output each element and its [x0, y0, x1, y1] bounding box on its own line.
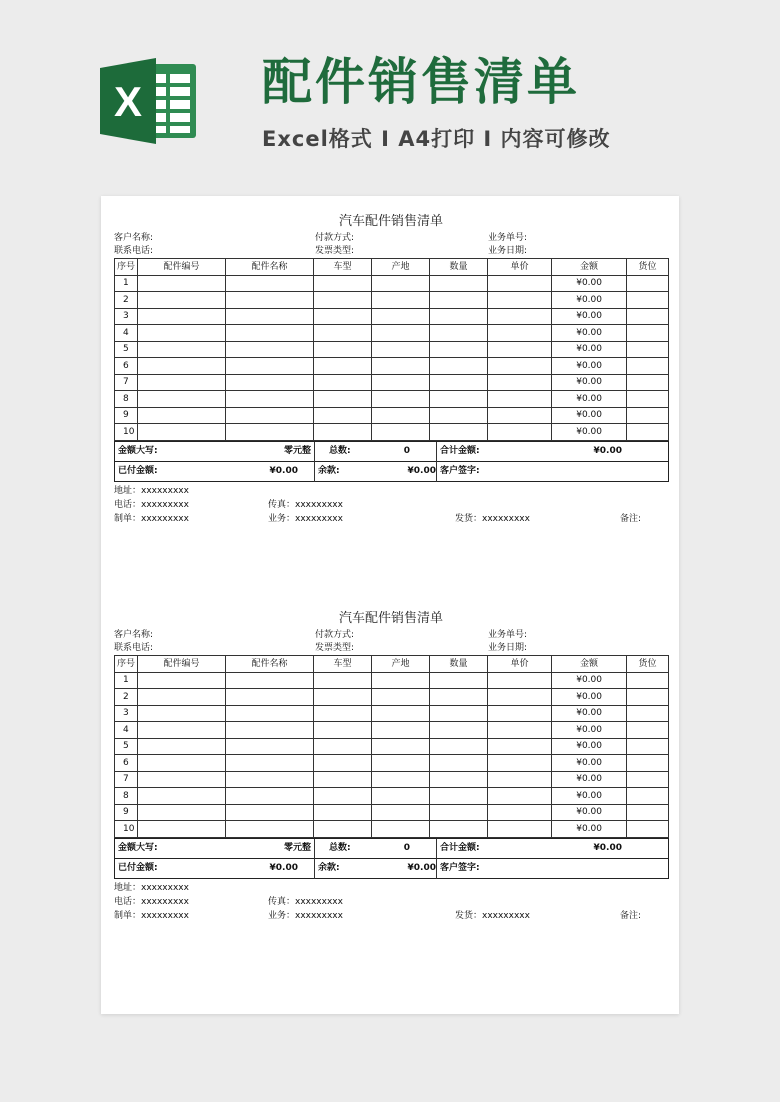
col-header: 配件名称	[226, 656, 314, 673]
empty-cell	[372, 788, 430, 805]
empty-cell	[430, 424, 488, 441]
invoice-type-label: 发票类型:	[315, 643, 355, 653]
empty-cell	[627, 325, 669, 342]
footer-row	[114, 881, 668, 895]
empty-cell	[430, 705, 488, 722]
empty-cell	[372, 407, 430, 424]
business-text: 业务：xxxxxxxxx	[268, 910, 343, 921]
table-row	[115, 755, 669, 772]
empty-cell	[226, 722, 314, 739]
row-number-cell: 1	[115, 275, 138, 292]
table-row	[115, 689, 669, 706]
empty-cell	[226, 308, 314, 325]
empty-cell	[627, 738, 669, 755]
empty-cell	[488, 689, 552, 706]
table-row	[115, 804, 669, 821]
amount-cell: ¥0.00	[552, 275, 627, 292]
amount-cell: ¥0.00	[552, 738, 627, 755]
empty-cell	[627, 705, 669, 722]
col-header: 产地	[372, 259, 430, 276]
row-number-cell: 4	[115, 722, 138, 739]
amount-cell: ¥0.00	[552, 755, 627, 772]
empty-cell	[430, 325, 488, 342]
amount-words-value: 零元整	[215, 838, 315, 858]
empty-cell	[488, 407, 552, 424]
fax-text: 传真：xxxxxxxxx	[268, 896, 343, 907]
sales-sheet-2	[114, 609, 668, 923]
empty-cell	[314, 407, 372, 424]
empty-cell	[627, 407, 669, 424]
empty-cell	[138, 358, 226, 375]
empty-cell	[488, 391, 552, 408]
col-header: 配件名称	[226, 259, 314, 276]
empty-cell	[314, 821, 372, 838]
business-date-label: 业务日期:	[488, 643, 528, 653]
empty-cell	[138, 738, 226, 755]
empty-cell	[226, 755, 314, 772]
empty-cell	[372, 738, 430, 755]
amount-cell: ¥0.00	[552, 672, 627, 689]
empty-cell	[488, 755, 552, 772]
empty-cell	[488, 804, 552, 821]
empty-cell	[372, 374, 430, 391]
empty-cell	[488, 788, 552, 805]
empty-cell	[226, 292, 314, 309]
empty-cell	[314, 804, 372, 821]
excel-logo-letter: X	[113, 78, 143, 125]
empty-cell	[226, 672, 314, 689]
amount-cell: ¥0.00	[552, 374, 627, 391]
empty-cell	[226, 391, 314, 408]
empty-cell	[627, 755, 669, 772]
amount-cell: ¥0.00	[552, 407, 627, 424]
contact-phone-label: 联系电话:	[114, 643, 154, 653]
info-row	[114, 245, 668, 258]
empty-cell	[138, 424, 226, 441]
col-header: 数量	[430, 656, 488, 673]
empty-cell	[627, 821, 669, 838]
row-number-cell: 5	[115, 738, 138, 755]
empty-cell	[314, 738, 372, 755]
amount-cell: ¥0.00	[552, 705, 627, 722]
table-body	[115, 672, 669, 837]
empty-cell	[488, 672, 552, 689]
signature-label: 客户签字:	[437, 858, 669, 878]
empty-cell	[314, 308, 372, 325]
empty-cell	[372, 424, 430, 441]
empty-cell	[138, 672, 226, 689]
empty-cell	[138, 689, 226, 706]
info-row	[114, 232, 668, 245]
empty-cell	[372, 341, 430, 358]
empty-cell	[314, 672, 372, 689]
empty-cell	[627, 804, 669, 821]
empty-cell	[226, 424, 314, 441]
empty-cell	[226, 788, 314, 805]
row-number-cell: 1	[115, 672, 138, 689]
col-header: 配件编号	[138, 656, 226, 673]
row-number-cell: 3	[115, 308, 138, 325]
balance-label: 余款:	[315, 858, 373, 878]
payment-method-label: 付款方式:	[315, 233, 355, 243]
empty-cell	[226, 689, 314, 706]
customer-name-label: 客户名称:	[114, 233, 154, 243]
banner-title: 配件销售清单	[262, 53, 580, 111]
empty-cell	[138, 821, 226, 838]
contact-phone-label: 联系电话:	[114, 246, 154, 256]
customer-name-label: 客户名称:	[114, 630, 154, 640]
table-row	[115, 738, 669, 755]
maker-text: 制单：xxxxxxxxx	[114, 513, 189, 524]
empty-cell	[372, 308, 430, 325]
remark-text: 备注:	[620, 910, 642, 921]
phone-text: 电话：xxxxxxxxx	[114, 499, 189, 510]
empty-cell	[372, 391, 430, 408]
empty-cell	[314, 325, 372, 342]
row-number-cell: 5	[115, 341, 138, 358]
empty-cell	[372, 689, 430, 706]
empty-cell	[314, 292, 372, 309]
row-number-cell: 2	[115, 292, 138, 309]
empty-cell	[138, 755, 226, 772]
table-row	[115, 821, 669, 838]
row-number-cell: 6	[115, 755, 138, 772]
payment-method-label: 付款方式:	[315, 630, 355, 640]
total-amount-label: 合计金额:	[437, 441, 495, 461]
remark-text: 备注:	[620, 513, 642, 524]
amount-cell: ¥0.00	[552, 391, 627, 408]
table-header-row	[115, 259, 669, 276]
row-number-cell: 7	[115, 771, 138, 788]
empty-cell	[430, 292, 488, 309]
empty-cell	[488, 821, 552, 838]
empty-cell	[488, 292, 552, 309]
address-text: 地址：xxxxxxxxx	[114, 882, 189, 893]
empty-cell	[627, 341, 669, 358]
empty-cell	[138, 705, 226, 722]
table-row	[115, 672, 669, 689]
col-header: 序号	[115, 259, 138, 276]
col-header: 单价	[488, 259, 552, 276]
table-row	[115, 771, 669, 788]
empty-cell	[138, 325, 226, 342]
empty-cell	[226, 325, 314, 342]
table-row	[115, 788, 669, 805]
amount-cell: ¥0.00	[552, 804, 627, 821]
empty-cell	[488, 341, 552, 358]
table-body	[115, 275, 669, 440]
empty-cell	[372, 358, 430, 375]
table-row	[115, 341, 669, 358]
empty-cell	[226, 821, 314, 838]
empty-cell	[627, 374, 669, 391]
empty-cell	[314, 755, 372, 772]
amount-words-label: 金额大写:	[115, 838, 215, 858]
total-qty-value: 0	[373, 441, 437, 461]
empty-cell	[488, 275, 552, 292]
table-row	[115, 705, 669, 722]
row-number-cell: 9	[115, 407, 138, 424]
empty-cell	[226, 374, 314, 391]
empty-cell	[488, 325, 552, 342]
banner-subtitle: Excel格式 I A4打印 I 内容可修改	[262, 127, 611, 151]
empty-cell	[138, 407, 226, 424]
empty-cell	[430, 308, 488, 325]
empty-cell	[430, 275, 488, 292]
empty-cell	[372, 325, 430, 342]
empty-cell	[430, 821, 488, 838]
excel-logo-icon	[100, 58, 198, 144]
empty-cell	[138, 308, 226, 325]
empty-cell	[627, 275, 669, 292]
table-row	[115, 407, 669, 424]
col-header: 产地	[372, 656, 430, 673]
phone-text: 电话：xxxxxxxxx	[114, 896, 189, 907]
empty-cell	[372, 275, 430, 292]
shipper-text: 发货：xxxxxxxxx	[455, 910, 530, 921]
table-header-row	[115, 656, 669, 673]
empty-cell	[430, 788, 488, 805]
footer-row	[114, 498, 668, 512]
empty-cell	[627, 308, 669, 325]
empty-cell	[430, 771, 488, 788]
items-table	[114, 258, 669, 441]
order-no-label: 业务单号:	[488, 630, 528, 640]
amount-cell: ¥0.00	[552, 358, 627, 375]
balance-value: ¥0.00	[373, 461, 437, 481]
empty-cell	[627, 689, 669, 706]
empty-cell	[314, 341, 372, 358]
amount-cell: ¥0.00	[552, 341, 627, 358]
empty-cell	[430, 407, 488, 424]
col-header: 序号	[115, 656, 138, 673]
empty-cell	[372, 771, 430, 788]
empty-cell	[314, 722, 372, 739]
empty-cell	[138, 374, 226, 391]
col-header: 货位	[627, 259, 669, 276]
empty-cell	[627, 424, 669, 441]
footer-row	[114, 895, 668, 909]
summary-row	[115, 441, 669, 461]
empty-cell	[314, 374, 372, 391]
empty-cell	[627, 788, 669, 805]
amount-cell: ¥0.00	[552, 771, 627, 788]
paid-label: 已付金额:	[115, 858, 215, 878]
table-row	[115, 374, 669, 391]
empty-cell	[138, 275, 226, 292]
empty-cell	[226, 341, 314, 358]
empty-cell	[488, 308, 552, 325]
empty-cell	[430, 358, 488, 375]
document-paper	[101, 196, 679, 1014]
col-header: 金额	[552, 656, 627, 673]
empty-cell	[138, 804, 226, 821]
empty-cell	[430, 755, 488, 772]
table-row	[115, 391, 669, 408]
empty-cell	[314, 424, 372, 441]
col-header: 配件编号	[138, 259, 226, 276]
footer-row	[114, 512, 668, 526]
row-number-cell: 7	[115, 374, 138, 391]
col-header: 车型	[314, 656, 372, 673]
empty-cell	[226, 771, 314, 788]
empty-cell	[314, 689, 372, 706]
amount-cell: ¥0.00	[552, 821, 627, 838]
total-amount-label: 合计金额:	[437, 838, 495, 858]
empty-cell	[226, 358, 314, 375]
amount-cell: ¥0.00	[552, 424, 627, 441]
empty-cell	[372, 755, 430, 772]
empty-cell	[372, 705, 430, 722]
summary-row	[115, 858, 669, 878]
empty-cell	[488, 771, 552, 788]
amount-cell: ¥0.00	[552, 308, 627, 325]
paid-label: 已付金额:	[115, 461, 215, 481]
summary-row	[115, 461, 669, 481]
order-no-label: 业务单号:	[488, 233, 528, 243]
business-date-label: 业务日期:	[488, 246, 528, 256]
table-row	[115, 722, 669, 739]
summary-row	[115, 838, 669, 858]
row-number-cell: 8	[115, 788, 138, 805]
row-number-cell: 9	[115, 804, 138, 821]
table-row	[115, 424, 669, 441]
table-row	[115, 292, 669, 309]
empty-cell	[138, 722, 226, 739]
paid-value: ¥0.00	[215, 461, 315, 481]
invoice-type-label: 发票类型:	[315, 246, 355, 256]
amount-cell: ¥0.00	[552, 292, 627, 309]
total-qty-label: 总数:	[315, 838, 373, 858]
empty-cell	[627, 391, 669, 408]
signature-label: 客户签字:	[437, 461, 669, 481]
empty-cell	[488, 705, 552, 722]
shipper-text: 发货：xxxxxxxxx	[455, 513, 530, 524]
table-row	[115, 325, 669, 342]
total-qty-value: 0	[373, 838, 437, 858]
empty-cell	[627, 722, 669, 739]
total-amount-value: ¥0.00	[495, 441, 669, 461]
empty-cell	[627, 292, 669, 309]
empty-cell	[138, 341, 226, 358]
sheet-title: 汽车配件销售清单	[338, 214, 443, 229]
summary-table	[114, 441, 669, 482]
empty-cell	[226, 705, 314, 722]
empty-cell	[314, 705, 372, 722]
empty-cell	[226, 804, 314, 821]
empty-cell	[314, 788, 372, 805]
empty-cell	[430, 738, 488, 755]
empty-cell	[430, 804, 488, 821]
footer-row	[114, 484, 668, 498]
row-number-cell: 4	[115, 325, 138, 342]
empty-cell	[488, 374, 552, 391]
paid-value: ¥0.00	[215, 858, 315, 878]
balance-label: 余款:	[315, 461, 373, 481]
total-amount-value: ¥0.00	[495, 838, 669, 858]
empty-cell	[226, 407, 314, 424]
empty-cell	[372, 672, 430, 689]
empty-cell	[138, 292, 226, 309]
row-number-cell: 8	[115, 391, 138, 408]
row-number-cell: 2	[115, 689, 138, 706]
footer-row	[114, 909, 668, 923]
row-number-cell: 10	[115, 424, 138, 441]
table-row	[115, 275, 669, 292]
amount-words-label: 金额大写:	[115, 441, 215, 461]
empty-cell	[430, 341, 488, 358]
empty-cell	[372, 804, 430, 821]
empty-cell	[226, 275, 314, 292]
balance-value: ¥0.00	[373, 858, 437, 878]
sales-sheet-1	[114, 212, 668, 526]
empty-cell	[488, 424, 552, 441]
empty-cell	[430, 374, 488, 391]
col-header: 金额	[552, 259, 627, 276]
row-number-cell: 3	[115, 705, 138, 722]
empty-cell	[314, 771, 372, 788]
business-text: 业务：xxxxxxxxx	[268, 513, 343, 524]
amount-cell: ¥0.00	[552, 722, 627, 739]
empty-cell	[627, 358, 669, 375]
address-text: 地址：xxxxxxxxx	[114, 485, 189, 496]
col-header: 单价	[488, 656, 552, 673]
empty-cell	[430, 722, 488, 739]
empty-cell	[372, 722, 430, 739]
col-header: 货位	[627, 656, 669, 673]
amount-cell: ¥0.00	[552, 788, 627, 805]
row-number-cell: 6	[115, 358, 138, 375]
amount-words-value: 零元整	[215, 441, 315, 461]
sheet-title: 汽车配件销售清单	[338, 611, 443, 626]
empty-cell	[138, 788, 226, 805]
empty-cell	[488, 722, 552, 739]
total-qty-label: 总数:	[315, 441, 373, 461]
empty-cell	[314, 358, 372, 375]
table-row	[115, 308, 669, 325]
empty-cell	[138, 391, 226, 408]
empty-cell	[372, 292, 430, 309]
empty-cell	[138, 771, 226, 788]
empty-cell	[627, 771, 669, 788]
empty-cell	[488, 738, 552, 755]
empty-cell	[430, 689, 488, 706]
empty-cell	[430, 672, 488, 689]
items-table	[114, 655, 669, 838]
amount-cell: ¥0.00	[552, 689, 627, 706]
info-row	[114, 642, 668, 655]
fax-text: 传真：xxxxxxxxx	[268, 499, 343, 510]
empty-cell	[430, 391, 488, 408]
maker-text: 制单：xxxxxxxxx	[114, 910, 189, 921]
col-header: 数量	[430, 259, 488, 276]
empty-cell	[627, 672, 669, 689]
empty-cell	[488, 358, 552, 375]
empty-cell	[372, 821, 430, 838]
col-header: 车型	[314, 259, 372, 276]
info-row	[114, 629, 668, 642]
empty-cell	[314, 391, 372, 408]
empty-cell	[314, 275, 372, 292]
summary-table	[114, 838, 669, 879]
empty-cell	[226, 738, 314, 755]
row-number-cell: 10	[115, 821, 138, 838]
amount-cell: ¥0.00	[552, 325, 627, 342]
table-row	[115, 358, 669, 375]
